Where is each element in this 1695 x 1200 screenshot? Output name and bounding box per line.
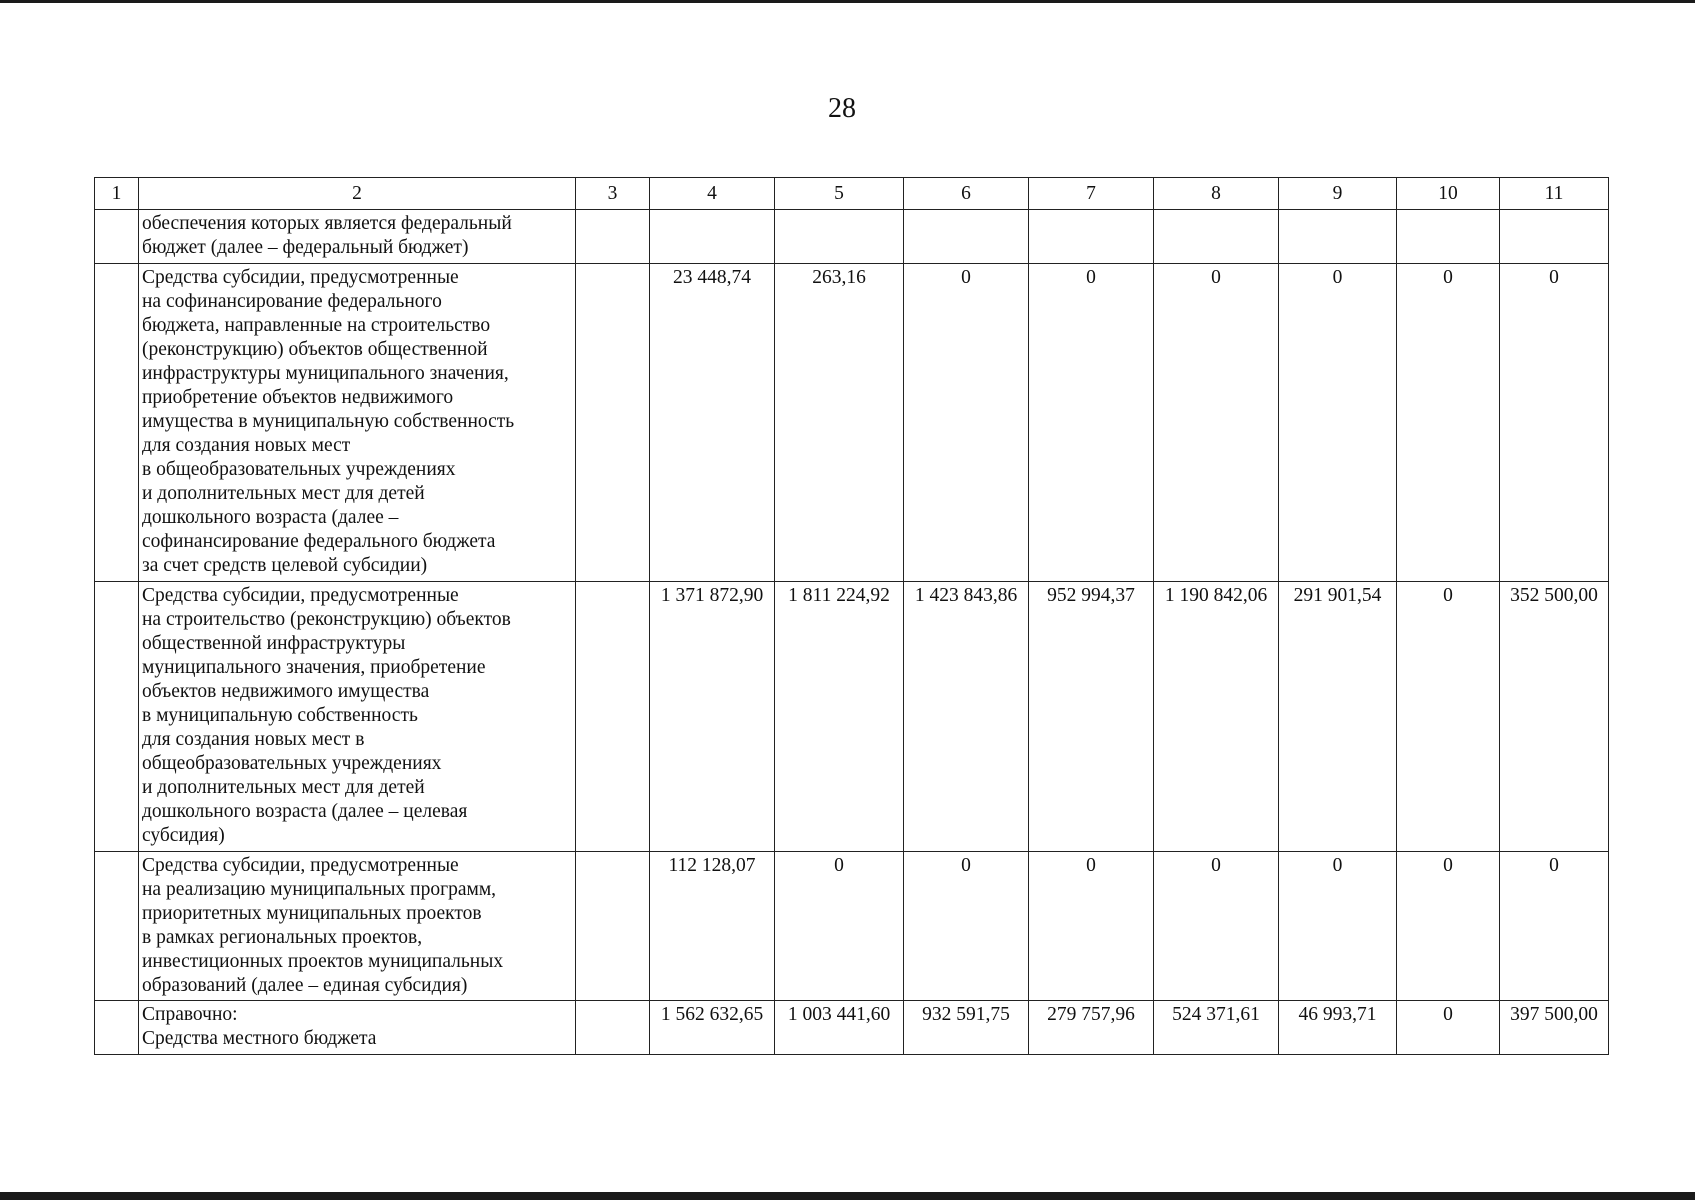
column-header: 5 (775, 178, 904, 210)
row-number-cell (95, 210, 139, 264)
row-description: обеспечения которых является федеральный бюджет (далее – федеральный бюджет) (139, 210, 576, 264)
value-cell (1279, 210, 1397, 264)
column-3-cell (576, 582, 650, 852)
value-cell: 397 500,00 (1500, 1001, 1609, 1055)
value-cell: 0 (1397, 264, 1500, 582)
column-header: 6 (904, 178, 1029, 210)
column-header: 4 (650, 178, 775, 210)
column-3-cell (576, 210, 650, 264)
value-cell: 0 (904, 852, 1029, 1001)
value-cell (1397, 210, 1500, 264)
value-cell: 932 591,75 (904, 1001, 1029, 1055)
value-cell (1500, 210, 1609, 264)
column-header: 1 (95, 178, 139, 210)
row-description: Справочно: Средства местного бюджета (139, 1001, 576, 1055)
value-cell (1029, 210, 1154, 264)
value-cell: 0 (1154, 264, 1279, 582)
value-cell: 1 371 872,90 (650, 582, 775, 852)
value-cell: 1 003 441,60 (775, 1001, 904, 1055)
value-cell: 46 993,71 (1279, 1001, 1397, 1055)
table-row (95, 582, 1609, 852)
value-cell: 0 (904, 264, 1029, 582)
table-row (95, 1001, 1609, 1055)
value-cell: 0 (1279, 264, 1397, 582)
value-cell: 1 423 843,86 (904, 582, 1029, 852)
column-3-cell (576, 264, 650, 582)
value-cell: 524 371,61 (1154, 1001, 1279, 1055)
value-cell: 0 (1154, 852, 1279, 1001)
value-cell: 1 811 224,92 (775, 582, 904, 852)
row-number-cell (95, 582, 139, 852)
row-number-cell (95, 264, 139, 582)
value-cell: 291 901,54 (1279, 582, 1397, 852)
table-row (95, 210, 1609, 264)
row-description: Средства субсидии, предусмотренные на софинансирование федерального бюджета, направленные на строительство (реконструкцию) объектов общественной инфраструктуры муниципального значения, приобретение объектов недвижимого имущества в муниципальную собственность для создания новых мест в общеобразовательных учреждениях и дополнительных мест для детей дошкольного возраста (далее – софинансирование федерального бюджета за счет средств целевой субсидии) (139, 264, 576, 582)
column-header: 11 (1500, 178, 1609, 210)
table-row (95, 852, 1609, 1001)
value-cell: 952 994,37 (1029, 582, 1154, 852)
value-cell (775, 210, 904, 264)
value-cell: 0 (1029, 852, 1154, 1001)
value-cell: 0 (1279, 852, 1397, 1001)
column-header: 2 (139, 178, 576, 210)
page-number: 28 (828, 93, 856, 124)
value-cell (650, 210, 775, 264)
value-cell: 352 500,00 (1500, 582, 1609, 852)
column-number-header-row (95, 178, 1609, 210)
column-header: 3 (576, 178, 650, 210)
value-cell (1154, 210, 1279, 264)
value-cell: 1 190 842,06 (1154, 582, 1279, 852)
value-cell: 0 (775, 852, 904, 1001)
value-cell: 0 (1397, 1001, 1500, 1055)
value-cell: 112 128,07 (650, 852, 775, 1001)
row-number-cell (95, 852, 139, 1001)
value-cell: 23 448,74 (650, 264, 775, 582)
value-cell: 0 (1500, 852, 1609, 1001)
scan-top-edge (0, 0, 1695, 3)
row-description: Средства субсидии, предусмотренные на реализацию муниципальных программ, приоритетных муниципальных проектов в рамках региональных проектов, инвестиционных проектов муниципальных образований (далее – единая субсидия) (139, 852, 576, 1001)
column-header: 10 (1397, 178, 1500, 210)
scan-bottom-edge (0, 1192, 1695, 1200)
value-cell: 0 (1397, 852, 1500, 1001)
budget-table (94, 177, 1609, 1055)
column-header: 8 (1154, 178, 1279, 210)
value-cell: 0 (1029, 264, 1154, 582)
value-cell: 263,16 (775, 264, 904, 582)
column-header: 9 (1279, 178, 1397, 210)
table-row (95, 264, 1609, 582)
value-cell: 1 562 632,65 (650, 1001, 775, 1055)
value-cell: 279 757,96 (1029, 1001, 1154, 1055)
value-cell: 0 (1397, 582, 1500, 852)
row-number-cell (95, 1001, 139, 1055)
value-cell (904, 210, 1029, 264)
row-description: Средства субсидии, предусмотренные на строительство (реконструкцию) объектов общественной инфраструктуры муниципального значения, приобретение объектов недвижимого имущества в муниципальную собственность для создания новых мест в общеобразовательных учреждениях и дополнительных мест для детей дошкольного возраста (далее – целевая субсидия) (139, 582, 576, 852)
value-cell: 0 (1500, 264, 1609, 582)
column-3-cell (576, 1001, 650, 1055)
column-header: 7 (1029, 178, 1154, 210)
column-3-cell (576, 852, 650, 1001)
